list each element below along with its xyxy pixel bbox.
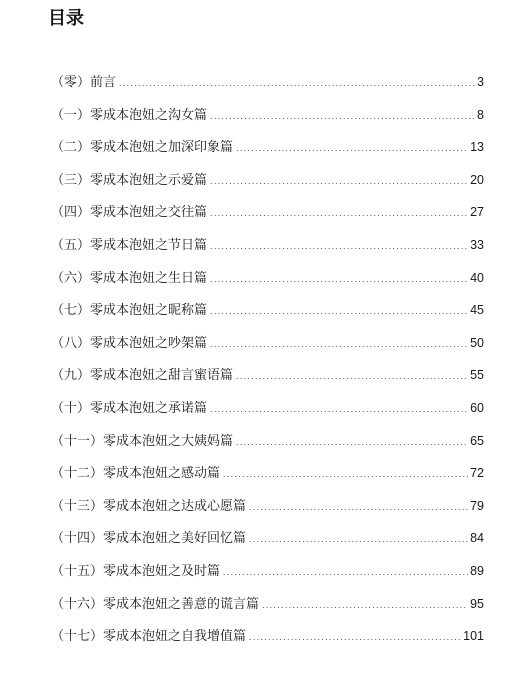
dot-leader <box>249 529 468 549</box>
dot-leader <box>236 432 468 452</box>
dot-leader <box>249 627 461 647</box>
toc-entry-number: （七） <box>51 303 91 319</box>
dot-leader <box>210 334 468 354</box>
toc-entry-0[interactable] <box>51 72 484 105</box>
toc-entry-16[interactable] <box>51 594 484 627</box>
toc-entry-page: 20 <box>470 172 484 187</box>
dot-leader <box>236 138 468 158</box>
dot-leader <box>210 171 468 191</box>
toc-entry-number: （二） <box>51 140 91 156</box>
toc-entry-1[interactable] <box>51 105 484 138</box>
dot-leader <box>210 399 468 419</box>
toc-entry-number: （十七） <box>51 629 104 645</box>
dot-leader <box>223 464 468 484</box>
toc-entry-title: 零成本泡妞之沟女篇 <box>90 107 208 123</box>
dot-leader <box>210 269 468 289</box>
toc-entry-15[interactable] <box>51 561 484 594</box>
toc-entry-page: 50 <box>470 335 484 350</box>
toc-entry-page: 84 <box>470 531 484 546</box>
dot-leader <box>119 73 475 93</box>
toc-entry-page: 55 <box>470 368 484 383</box>
toc-entry-number: （十五） <box>51 563 104 579</box>
toc-entry-page: 95 <box>470 596 484 611</box>
toc-entry-title: 零成本泡妞之加深印象篇 <box>90 140 234 156</box>
toc-entry-7[interactable] <box>51 300 484 333</box>
toc-entry-number: （三） <box>51 172 91 188</box>
toc-entry-page: 60 <box>470 400 484 415</box>
dot-leader <box>249 497 468 517</box>
toc-entry-number: （八） <box>51 335 91 351</box>
toc-entry-title: 零成本泡妞之大姨妈篇 <box>103 433 234 449</box>
toc-entry-title: 零成本泡妞之吵架篇 <box>90 335 208 351</box>
toc-entry-6[interactable] <box>51 268 484 301</box>
toc-entry-title: 前言 <box>90 75 117 90</box>
toc-entry-14[interactable] <box>51 528 484 561</box>
toc-entry-number: （六） <box>51 270 91 286</box>
dot-leader <box>210 301 468 321</box>
toc-entry-title: 零成本泡妞之甜言蜜语篇 <box>90 368 234 384</box>
toc-entry-number: （零） <box>51 75 91 90</box>
toc-entry-page: 79 <box>470 498 484 513</box>
toc-entry-title: 零成本泡妞之美好回忆篇 <box>103 531 247 547</box>
toc-entry-title: 零成本泡妞之及时篇 <box>103 563 221 579</box>
toc-entry-title: 零成本泡妞之生日篇 <box>90 270 208 286</box>
toc-entry-page: 89 <box>470 563 484 578</box>
toc-entry-title: 零成本泡妞之节日篇 <box>90 237 208 253</box>
toc-entry-number: （十） <box>51 400 91 416</box>
toc-entry-11[interactable] <box>51 431 484 464</box>
toc-entry-number: （十一） <box>51 433 104 449</box>
toc-entry-number: （十三） <box>51 498 104 514</box>
toc-entry-page: 33 <box>470 237 484 252</box>
toc-entry-title: 零成本泡妞之承诺篇 <box>90 400 208 416</box>
toc-entry-title: 零成本泡妞之昵称篇 <box>90 303 208 319</box>
toc-entry-page: 13 <box>470 140 484 155</box>
toc-entry-page: 45 <box>470 303 484 318</box>
toc-entry-page: 72 <box>470 466 484 481</box>
toc-entry-title: 零成本泡妞之自我增值篇 <box>103 629 247 645</box>
toc-entry-page: 27 <box>470 205 484 220</box>
dot-leader <box>210 203 468 223</box>
toc-entry-page: 65 <box>470 433 484 448</box>
toc-entry-number: （四） <box>51 205 91 221</box>
toc-entry-9[interactable] <box>51 365 484 398</box>
toc-entry-number: （十四） <box>51 531 104 547</box>
toc-entry-title: 零成本泡妞之达成心愿篇 <box>103 498 247 514</box>
toc-entry-4[interactable] <box>51 202 484 235</box>
toc-entry-page: 40 <box>470 270 484 285</box>
toc-entry-title: 零成本泡妞之示爱篇 <box>90 172 208 188</box>
toc-entry-8[interactable] <box>51 333 484 366</box>
toc-entry-number: （十二） <box>51 466 104 482</box>
toc-entry-number: （五） <box>51 237 91 253</box>
toc-entry-page: 101 <box>463 629 484 644</box>
toc-heading: 目录 <box>48 8 84 29</box>
toc-entry-title: 零成本泡妞之善意的谎言篇 <box>103 596 260 612</box>
toc-entry-page: 8 <box>477 107 484 122</box>
toc-entry-2[interactable] <box>51 137 484 170</box>
dot-leader <box>210 236 468 256</box>
toc-entry-12[interactable] <box>51 463 484 496</box>
toc-entry-10[interactable] <box>51 398 484 431</box>
dot-leader <box>236 366 468 386</box>
toc-entry-title: 零成本泡妞之交往篇 <box>90 205 208 221</box>
toc-entry-number: （一） <box>51 107 91 123</box>
toc-entry-13[interactable] <box>51 496 484 529</box>
toc-entry-number: （十六） <box>51 596 104 612</box>
toc-entry-number: （九） <box>51 368 91 384</box>
toc-entry-5[interactable] <box>51 235 484 268</box>
toc-entry-17[interactable] <box>51 626 484 659</box>
toc-list <box>51 70 484 659</box>
toc-entry-page: 3 <box>477 75 484 89</box>
dot-leader <box>262 595 468 615</box>
dot-leader <box>223 562 468 582</box>
toc-entry-3[interactable] <box>51 170 484 203</box>
toc-entry-title: 零成本泡妞之感动篇 <box>103 466 221 482</box>
dot-leader <box>210 106 475 126</box>
